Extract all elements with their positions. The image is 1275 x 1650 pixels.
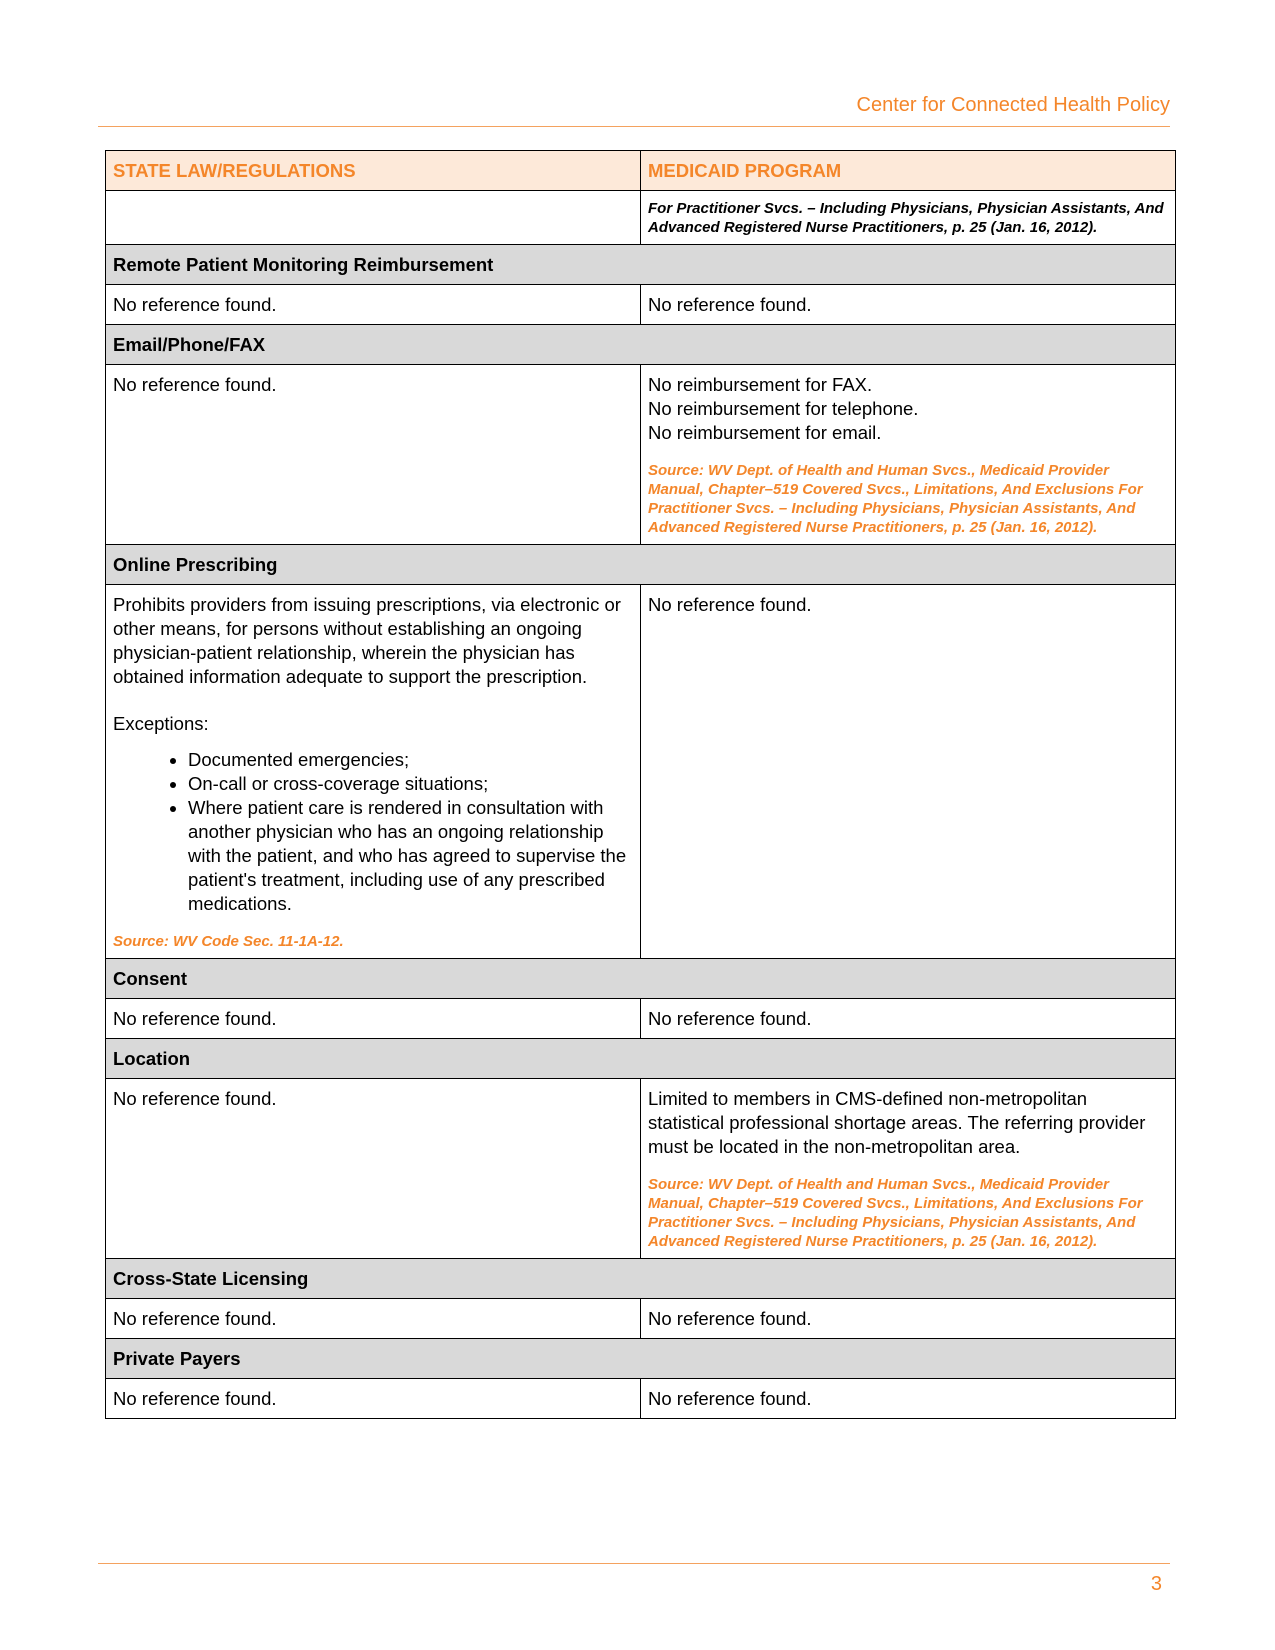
state-law-cell: No reference found. <box>106 285 641 325</box>
medicaid-cell <box>641 365 1176 545</box>
section-title: Private Payers <box>106 1339 1176 1379</box>
column-header-medicaid: MEDICAID PROGRAM <box>641 151 1176 191</box>
table-row <box>106 585 1176 959</box>
medicaid-line: No reimbursement for email. <box>648 422 882 443</box>
section-title: Location <box>106 1039 1176 1079</box>
table-row <box>106 999 1176 1039</box>
list-item: • On-call or cross-coverage situations; <box>188 772 633 796</box>
medicaid-cell: No reference found. <box>641 585 1176 959</box>
state-law-cell <box>106 585 641 959</box>
header-divider <box>98 126 1170 127</box>
source-citation: Source: WV Code Sec. 11-1A-12. <box>113 933 344 950</box>
table-row <box>106 1079 1176 1259</box>
source-citation: Source: WV Dept. of Health and Human Svcs., Medicaid Provider Manual, Chapter–519 Covered Svcs., Limitations, And Exclusions For Practitioner Svcs. – Including Physicians, Physician Assistants, And Advanced Registered Nurse Practitioners, p. 25 (Jan. 16, 2012). <box>648 462 1143 536</box>
table-row <box>106 285 1176 325</box>
continuation-citation: For Practitioner Svcs. – Including Physicians, Physician Assistants, And Advanced Registered Nurse Practitioners, p. 25 (Jan. 16, 2012). <box>648 200 1164 236</box>
section-title: Remote Patient Monitoring Reimbursement <box>106 245 1176 285</box>
list-item: • Documented emergencies; <box>188 748 633 772</box>
state-law-cell: No reference found. <box>106 1379 641 1419</box>
medicaid-cell: No reference found. <box>641 285 1176 325</box>
section-title: Email/Phone/FAX <box>106 325 1176 365</box>
source-citation: Source: WV Dept. of Health and Human Svcs., Medicaid Provider Manual, Chapter–519 Covered Svcs., Limitations, And Exclusions For Practitioner Svcs. – Including Physicians, Physician Assistants, And Advanced Registered Nurse Practitioners, p. 25 (Jan. 16, 2012). <box>648 1176 1143 1250</box>
header-title: Center for Connected Health Policy <box>856 94 1170 116</box>
table-row <box>106 191 1176 245</box>
medicaid-line: No reimbursement for FAX. <box>648 374 873 395</box>
list-item: • Where patient care is rendered in consultation with another physician who has an ongoing relationship with the patient, and who has agreed to supervise the patient's treatment, including use of any prescribed medications. <box>188 796 633 916</box>
state-law-cell: No reference found. <box>106 1079 641 1259</box>
section-row-email <box>106 325 1176 365</box>
section-title: Online Prescribing <box>106 545 1176 585</box>
column-header-state-law: STATE LAW/REGULATIONS <box>106 151 641 191</box>
state-law-cell: No reference found. <box>106 999 641 1039</box>
section-row-rpm <box>106 245 1176 285</box>
section-row-online-prescribing <box>106 545 1176 585</box>
medicaid-cell <box>641 1079 1176 1259</box>
section-row-licensing <box>106 1259 1176 1299</box>
medicaid-cell: No reference found. <box>641 1379 1176 1419</box>
location-text: Limited to members in CMS-defined non-metropolitan statistical professional shortage areas. The referring provider must be located in the non-metropolitan area. <box>648 1088 1146 1157</box>
continuation-left-cell <box>106 191 641 245</box>
exceptions-list <box>113 748 633 916</box>
state-law-cell: No reference found. <box>106 365 641 545</box>
footer-divider <box>98 1563 1170 1564</box>
policy-table <box>105 150 1176 1419</box>
section-row-location <box>106 1039 1176 1079</box>
page-number: 3 <box>1150 1573 1162 1595</box>
section-title: Cross-State Licensing <box>106 1259 1176 1299</box>
state-law-cell: No reference found. <box>106 1299 641 1339</box>
table-row <box>106 1379 1176 1419</box>
medicaid-cell: No reference found. <box>641 1299 1176 1339</box>
continuation-right-cell <box>641 191 1176 245</box>
exceptions-label: Exceptions: <box>113 713 209 734</box>
section-row-private-payers <box>106 1339 1176 1379</box>
section-row-consent <box>106 959 1176 999</box>
medicaid-line: No reimbursement for telephone. <box>648 398 919 419</box>
prescribing-intro: Prohibits providers from issuing prescriptions, via electronic or other means, for persons without establishing an ongoing physician-patient relationship, wherein the physician has obtained information adequate to support the prescription. <box>113 594 621 687</box>
table-row <box>106 1299 1176 1339</box>
table-row <box>106 365 1176 545</box>
column-header-row <box>106 151 1176 191</box>
medicaid-cell: No reference found. <box>641 999 1176 1039</box>
section-title: Consent <box>106 959 1176 999</box>
